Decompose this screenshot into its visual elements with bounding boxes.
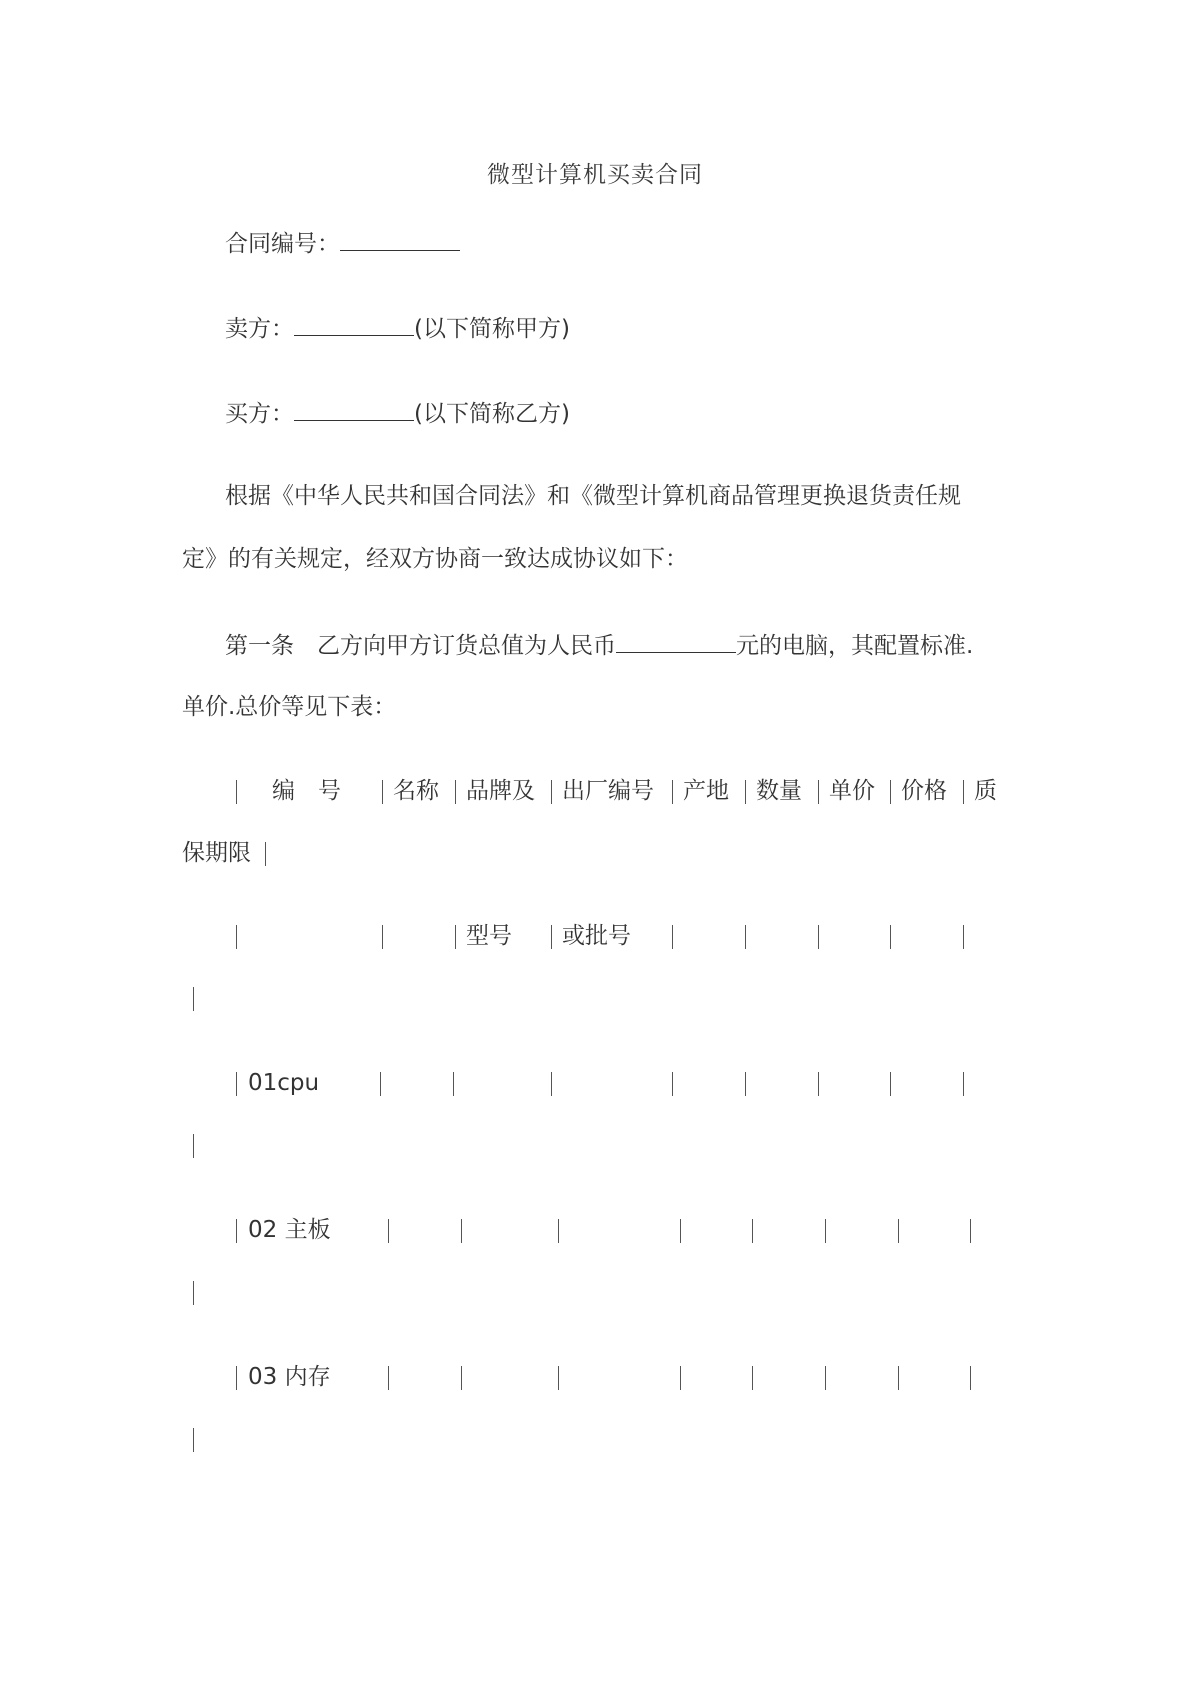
row-label: 03 内存 <box>248 1364 331 1390</box>
seller-label: 卖方： <box>225 316 294 342</box>
column-separator <box>455 780 456 804</box>
column-separator <box>236 1366 237 1390</box>
header-cell-model: 型号 <box>466 923 512 949</box>
seller-blank[interactable] <box>294 311 414 336</box>
buyer-line <box>225 396 570 429</box>
column-separator <box>455 925 456 949</box>
column-separator <box>898 1219 899 1243</box>
header-cell-warranty-start: 质 <box>974 778 997 804</box>
column-separator <box>963 925 964 949</box>
column-separator <box>380 1072 381 1096</box>
preamble-line-1: 根据《中华人民共和国合同法》和《微型计算机商品管理更换退货责任规 <box>225 483 961 509</box>
column-separator <box>382 925 383 949</box>
row-label: 02 主板 <box>248 1217 331 1243</box>
header-cell-serial: 出厂编号 <box>562 778 654 804</box>
header-cell-warranty-wrap: 保期限 <box>182 840 251 866</box>
column-separator <box>388 1366 389 1390</box>
column-separator <box>970 1219 971 1243</box>
column-separator <box>680 1219 681 1243</box>
column-separator <box>236 925 237 949</box>
column-separator <box>745 780 746 804</box>
article-1-line-1 <box>225 628 973 661</box>
header-cell-number: 编 号 <box>272 778 341 804</box>
article-1-text-b: 元的电脑，其配置标准. <box>736 633 974 659</box>
column-separator <box>236 1072 237 1096</box>
column-separator <box>193 1134 194 1158</box>
column-separator <box>825 1219 826 1243</box>
column-separator <box>745 925 746 949</box>
column-separator <box>818 780 819 804</box>
column-separator <box>818 925 819 949</box>
column-separator <box>672 780 673 804</box>
column-separator <box>236 1219 237 1243</box>
column-separator <box>461 1219 462 1243</box>
column-separator <box>752 1366 753 1390</box>
header-cell-quantity: 数量 <box>756 778 802 804</box>
column-separator <box>558 1366 559 1390</box>
column-separator <box>193 1428 194 1452</box>
column-separator <box>680 1366 681 1390</box>
article-1-text-a: 第一条 乙方向甲方订货总值为人民币 <box>225 633 616 659</box>
column-separator <box>890 925 891 949</box>
column-separator <box>558 1219 559 1243</box>
column-separator <box>193 1281 194 1305</box>
column-separator <box>825 1366 826 1390</box>
seller-line <box>225 311 570 344</box>
buyer-blank[interactable] <box>294 396 414 421</box>
contract-number-blank[interactable] <box>340 226 460 251</box>
column-separator <box>551 1072 552 1096</box>
seller-suffix: (以下简称甲方) <box>414 316 570 342</box>
header-cell-price: 价格 <box>901 778 947 804</box>
header-cell-brand: 品牌及 <box>466 778 535 804</box>
preamble-line-2: 定》的有关规定，经双方协商一致达成协议如下： <box>182 546 688 572</box>
column-separator <box>672 1072 673 1096</box>
contract-number-line <box>225 226 460 259</box>
column-separator <box>453 1072 454 1096</box>
column-separator <box>551 780 552 804</box>
column-separator <box>551 925 552 949</box>
column-separator <box>236 780 237 804</box>
column-separator <box>461 1366 462 1390</box>
row-label: 01cpu <box>248 1070 320 1096</box>
column-separator <box>963 1072 964 1096</box>
buyer-suffix: (以下简称乙方) <box>414 401 570 427</box>
column-separator <box>818 1072 819 1096</box>
header-cell-unit-price: 单价 <box>829 778 875 804</box>
column-separator <box>890 780 891 804</box>
header-cell-batch: 或批号 <box>562 923 631 949</box>
column-separator <box>193 987 194 1011</box>
column-separator <box>898 1366 899 1390</box>
column-separator <box>672 925 673 949</box>
column-separator <box>963 780 964 804</box>
column-separator <box>745 1072 746 1096</box>
column-separator <box>265 842 266 866</box>
column-separator <box>890 1072 891 1096</box>
total-amount-blank[interactable] <box>616 628 736 653</box>
header-cell-name: 名称 <box>393 778 439 804</box>
column-separator <box>382 780 383 804</box>
column-separator <box>970 1366 971 1390</box>
article-1-line-2: 单价.总价等见下表： <box>182 694 397 720</box>
column-separator <box>752 1219 753 1243</box>
column-separator <box>388 1219 389 1243</box>
document-title: 微型计算机买卖合同 <box>487 162 703 188</box>
contract-number-label: 合同编号： <box>225 231 340 257</box>
header-cell-origin: 产地 <box>683 778 729 804</box>
buyer-label: 买方： <box>225 401 294 427</box>
